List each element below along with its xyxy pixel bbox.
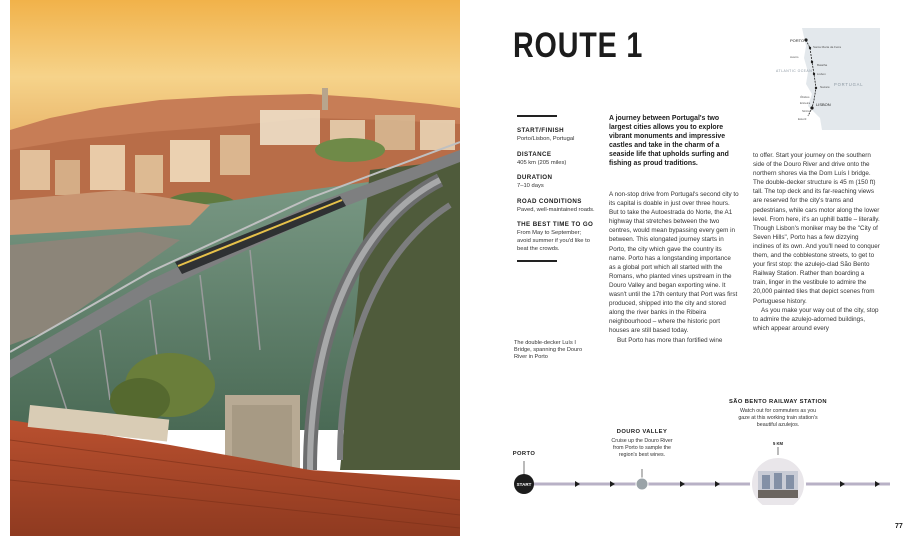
body-paragraph: But Porto has more than fortified wine [617,336,723,344]
map-label-feira: Santa Maria da Feira [813,45,842,49]
fact-label: THE BEST TIME TO GO [517,221,594,229]
map-ocean-label: ATLANTIC OCEAN [776,69,813,73]
intro-paragraph: A journey between Portugal's two largest cities allows you to explore vibrant monuments and impressive castles and take in the charm of a seaside life that upholds surfing and fishing as proud traditions. [609,115,729,167]
body-column-2 [753,151,880,333]
fact-road-conditions [517,198,595,215]
route-line-graphic [500,395,910,505]
fact-start-finish [517,127,595,144]
distance-label: 5 KM [772,441,784,446]
page-number: 77 [895,523,903,530]
map-label-lisbon-small: Lisbon [817,72,826,76]
map-label-sintra: Sintra [802,109,810,113]
map-label-lisbon: LISBON [816,102,831,107]
body-paragraph: As you make your way out of the city, stop to admire the azulejo-adorned buildings, which appear around every [753,306,879,332]
route-arrow [840,481,845,487]
map-label-nazare: Nazaré [820,85,830,89]
fact-value: 7–10 days [517,183,544,190]
facts-bottom-rule [517,260,557,262]
fact-label: DURATION [517,174,553,182]
page-title: ROUTE 1 [513,26,644,65]
body-paragraph: A non-stop drive from Portugal's second city to its capital is doable in just over three hours. But to take the Autoestrada do Norte, the A1 highway that stretches between the two centres, would mean bypassing every gem in between. This elongated journey starts in Porto, the city which gave the country its name. Porto has a longstanding importance as a global port which all started with the Romans, who planted vines upstream in the Douro Valley and began exporting wine. It wasn't until the 17th century that Port was first produced, shipped into the city and stored along the river banks in the Ribeira neighbourhood – where the historic port houses are still based today. [609,191,739,335]
body-column-1 [609,190,739,345]
map-label-ericeira: Ericeira [800,101,811,105]
route-arrow [680,481,685,487]
fact-distance [517,151,595,168]
route-arrow [610,481,615,487]
route-arrow [575,481,580,487]
fact-label: ROAD CONDITIONS [517,197,582,205]
douro-title: DOURO VALLEY [616,429,668,435]
photo-caption: The double-decker Luís I Bridge, spanning the Douro River in Porto [514,340,583,361]
saobento-desc: Watch out for commuters as you gaze at this working train station's beautiful azulejos. [738,408,818,428]
fact-value: 405 km (205 miles) [517,159,567,166]
route-arrow [875,481,880,487]
start-label: START [516,482,532,487]
map-label-estoril: Estoril [798,117,807,121]
porto-bridge-illustration [10,0,460,536]
map-label-porto: PORTO [790,38,805,43]
map-label-aveiro: Aveiro [790,55,799,59]
saobento-photo-tile [786,475,794,489]
douro-stop-marker [636,478,648,490]
facts-top-rule [517,115,557,117]
saobento-title: SÃO BENTO RAILWAY STATION [729,399,827,405]
porto-label: PORTO [512,451,536,457]
route-strip [500,395,910,505]
bridge-photo [10,0,460,536]
fact-label: START/FINISH [517,127,564,134]
map-label-obidos: Óbidos [800,95,810,99]
trip-facts [517,115,595,262]
saobento-photo-floor [758,490,798,498]
saobento-photo-tile [762,475,770,489]
body-paragraph: to offer. Start your journey on the southern side of the Douro River and drive onto the northern shores via the Dom Luís I bridge. The double-decker structure is 45 m (150 ft) tall. The top deck and its far-reaching views are reserved for the city's trams and pedestrians, while cars motor along the lower level. From here, it's an uphill battle – literally. Though Lisbon's moniker may be the "City of Seven Hills", Porto has a few dizzying inclines of its own. And you'll need to conquer them, and the cobblestone streets, to get to your first stop: the azulejo-clad São Bento Railway Station. Rather than boarding a train, linger in the vestibule to admire the 20,000 painted tiles that depict scenes from Portuguese history. [753,152,880,305]
route-arrow [715,481,720,487]
map-country-label: PORTUGAL [834,82,864,87]
fact-value: Paved, well-maintained roads. [517,206,595,213]
map-label-batalha: Batalha [817,63,828,67]
fact-value: From May to September; avoid summer if you'd like to beat the crowds. [517,230,590,252]
saobento-photo-tile [774,473,782,489]
fact-best-time [517,221,595,253]
fact-label: DISTANCE [517,150,552,158]
douro-desc: Cruise up the Douro River from Porto to sample the region's best wines. [611,438,673,458]
route-minimap [762,28,880,130]
fact-duration [517,174,595,191]
fact-value: Porto/Lisbon, Portugal [517,136,575,142]
